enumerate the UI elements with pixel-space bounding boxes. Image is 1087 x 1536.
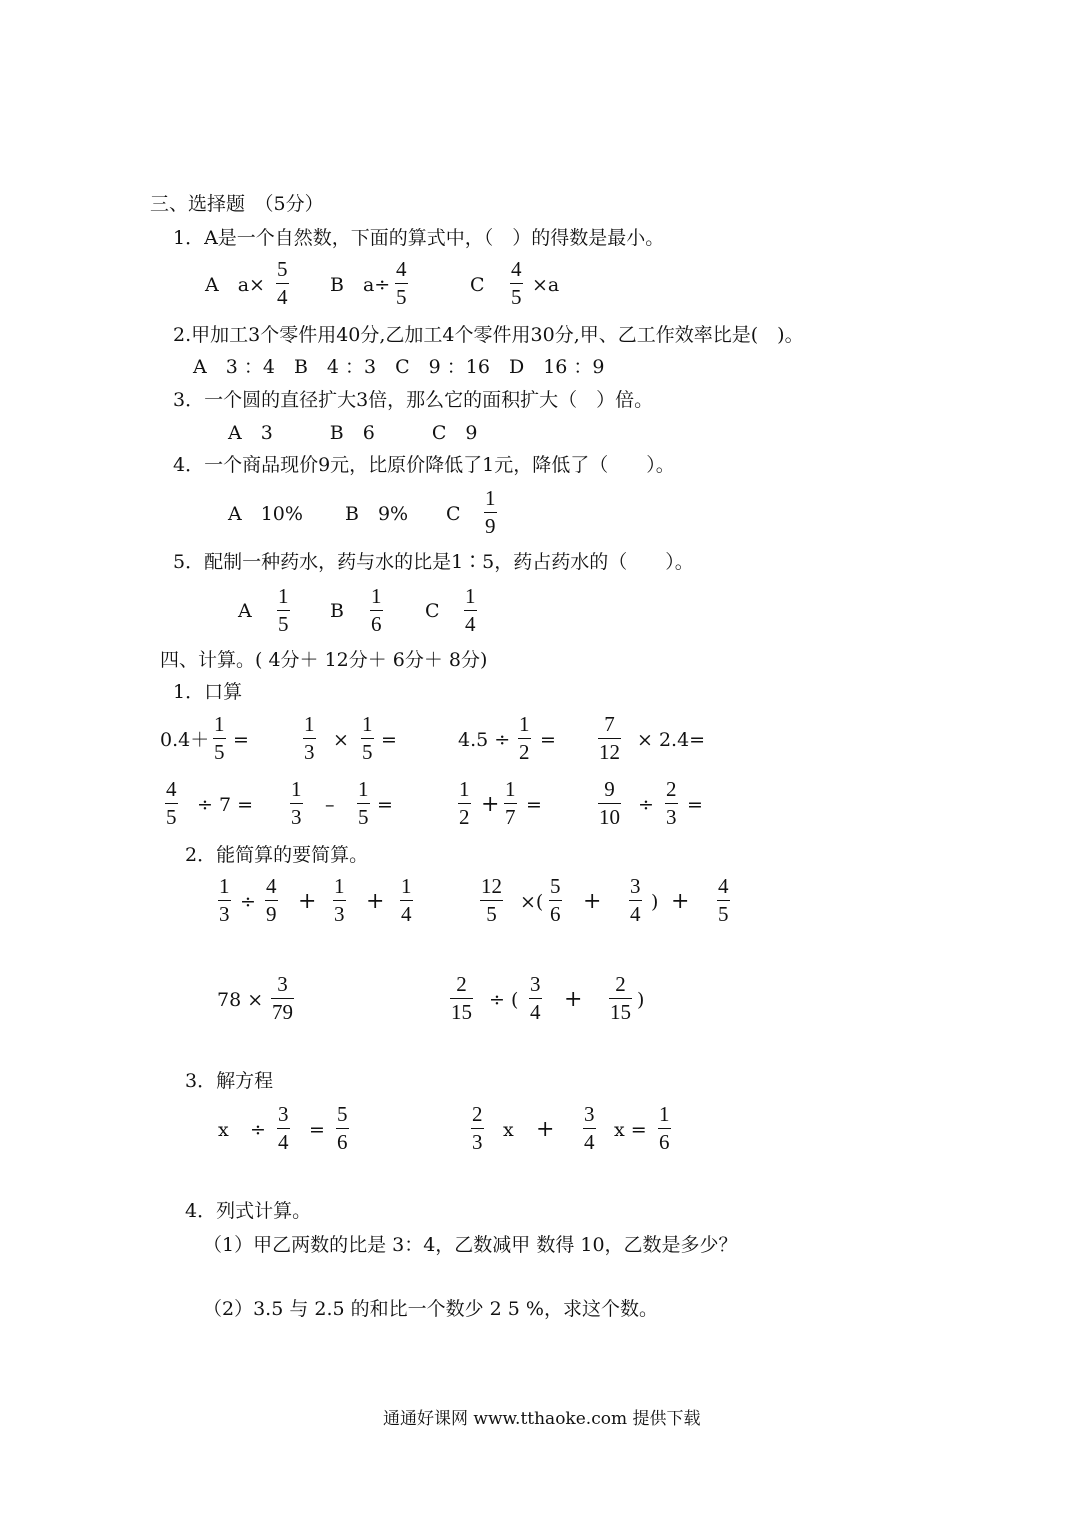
simplify-a-fraction-4: 1 4 <box>401 874 412 926</box>
part1-title: 1．口算 <box>173 681 243 703</box>
simplify-d-close: ) <box>637 989 645 1011</box>
q3-stem: 3．一个圆的直径扩大3倍，那么它的面积扩大（ ）倍。 <box>173 389 654 411</box>
word-problem-2: （2）3.5 与 2.5 的和比一个数少 2 5 %，求这个数。 <box>203 1298 658 1320</box>
q1-option-c-fraction: 4 5 <box>511 257 522 309</box>
simplify-b-fraction-4: 4 5 <box>718 874 729 926</box>
calc3-prefix: 4.5 ÷ <box>458 729 511 751</box>
calc1-equals: = <box>233 729 249 751</box>
section4-title: 四、计算。( 4分＋ 12分＋ 6分＋ 8分) <box>160 649 488 671</box>
q1-option-b-label: B a÷ <box>330 274 391 296</box>
simplify-a-plus-1: + <box>298 889 317 914</box>
simplify-b-plus-1: + <box>583 889 602 914</box>
q5-option-c-label: C <box>425 600 440 622</box>
calc1-fraction: 1 5 <box>214 712 225 764</box>
q1-option-a-label: A a× <box>205 274 265 296</box>
part3-title: 3．解方程 <box>185 1070 274 1092</box>
simplify-b-multiply-open: ×( <box>520 891 544 913</box>
q4-stem: 4．一个商品现价9元，比原价降低了1元，降低了（ ）。 <box>173 454 675 476</box>
simplify-c-fraction: 3 79 <box>272 972 293 1024</box>
q5-option-a-fraction: 1 5 <box>278 584 289 636</box>
equation-a-fraction-2: 5 6 <box>337 1102 348 1154</box>
simplify-d-divide-open: ÷ ( <box>489 989 519 1011</box>
q4-option-c-label: C <box>446 503 461 525</box>
equation-a-divide: ÷ <box>250 1119 266 1141</box>
calc8-fraction-2: 2 3 <box>666 777 677 829</box>
q1-option-c-tail: ×a <box>532 274 560 296</box>
calc7-equals: = <box>526 794 542 816</box>
simplify-d-fraction-2: 3 4 <box>530 972 541 1024</box>
calc1-prefix: 0.4＋ <box>160 729 210 751</box>
section3-title: 三、选择题 （5分） <box>150 193 324 215</box>
simplify-a-plus-2: + <box>366 889 385 914</box>
calc7-operator: + <box>481 792 500 817</box>
q5-stem: 5．配制一种药水，药与水的比是1∶5，药占药水的（ ）。 <box>173 551 694 573</box>
simplify-a-fraction-1: 1 3 <box>219 874 230 926</box>
equation-a-fraction-1: 3 4 <box>278 1102 289 1154</box>
calc3-fraction: 1 2 <box>519 712 530 764</box>
calc5-suffix: ÷ 7 = <box>197 794 254 816</box>
part2-title: 2．能简算的要简算。 <box>185 844 369 866</box>
calc6-fraction-1: 1 3 <box>291 777 302 829</box>
q4-option-b: B 9% <box>345 503 409 525</box>
calc3-equals: = <box>540 729 556 751</box>
q1-option-c-label: C <box>470 274 485 296</box>
simplify-b-fraction-2: 5 6 <box>550 874 561 926</box>
calc5-fraction: 4 5 <box>166 777 177 829</box>
q1-stem: 1．A是一个自然数，下面的算式中，（ ）的得数是最小。 <box>173 227 665 249</box>
simplify-d-fraction-1: 2 15 <box>451 972 472 1024</box>
equation-b-x-2: x = <box>614 1119 647 1141</box>
simplify-b-plus-2: + <box>671 889 690 914</box>
equation-b-fraction-2: 3 4 <box>584 1102 595 1154</box>
calc2-fraction-2: 1 5 <box>362 712 373 764</box>
page-footer: 通通好课网 www.tthaoke.com 提供下载 <box>383 1409 701 1429</box>
q4-option-a: A 10% <box>228 503 303 525</box>
calc4-suffix: × 2.4= <box>637 729 706 751</box>
calc7-fraction-2: 1 7 <box>505 777 516 829</box>
q1-option-b-fraction: 4 5 <box>396 257 407 309</box>
calc8-fraction-1: 9 10 <box>599 777 620 829</box>
word-problem-1: （1）甲乙两数的比是 3：4，乙数减甲 数得 10，乙数是多少？ <box>203 1234 738 1256</box>
equation-b-x-1: x <box>503 1119 514 1141</box>
q3-options: A 3 B 6 C 9 <box>228 422 478 444</box>
calc6-equals: = <box>377 794 393 816</box>
simplify-a-divide: ÷ <box>240 891 256 913</box>
simplify-a-fraction-3: 1 3 <box>334 874 345 926</box>
calc8-operator: ÷ <box>638 794 654 816</box>
calc2-equals: = <box>381 729 397 751</box>
simplify-b-fraction-3: 3 4 <box>630 874 641 926</box>
equation-b-fraction-3: 1 6 <box>659 1102 670 1154</box>
simplify-d-fraction-3: 2 15 <box>610 972 631 1024</box>
q2-options: A 3 ：4 B 4 ：3 C 9 ：16 D 16 ：9 <box>193 356 605 378</box>
calc8-equals: = <box>687 794 703 816</box>
equation-b-plus: + <box>536 1117 555 1142</box>
calc6-fraction-2: 1 5 <box>358 777 369 829</box>
q5-option-c-fraction: 1 4 <box>465 584 476 636</box>
equation-b-fraction-1: 2 3 <box>472 1102 483 1154</box>
calc4-fraction: 7 12 <box>599 712 620 764</box>
calc7-fraction-1: 1 2 <box>459 777 470 829</box>
calc6-operator: – <box>325 794 335 816</box>
calc2-fraction-1: 1 3 <box>304 712 315 764</box>
calc2-operator: × <box>333 729 349 751</box>
part4-title: 4．列式计算。 <box>185 1200 312 1222</box>
simplify-c-prefix: 78 × <box>217 989 264 1011</box>
q5-option-a-label: A <box>238 600 252 622</box>
simplify-b-fraction-1: 12 5 <box>481 874 502 926</box>
equation-a-equals: = <box>309 1119 325 1141</box>
simplify-d-plus: + <box>564 987 583 1012</box>
simplify-a-fraction-2: 4 9 <box>266 874 277 926</box>
q5-option-b-label: B <box>330 600 344 622</box>
q4-option-c-fraction: 1 9 <box>485 486 496 538</box>
simplify-b-close: ) <box>651 891 659 913</box>
q1-option-a-fraction: 5 4 <box>277 257 288 309</box>
q2-stem: 2.甲加工3个零件用40分,乙加工4个零件用30分,甲、乙工作效率比是( )。 <box>173 324 804 346</box>
q5-option-b-fraction: 1 6 <box>371 584 382 636</box>
equation-a-x: x <box>218 1119 229 1141</box>
